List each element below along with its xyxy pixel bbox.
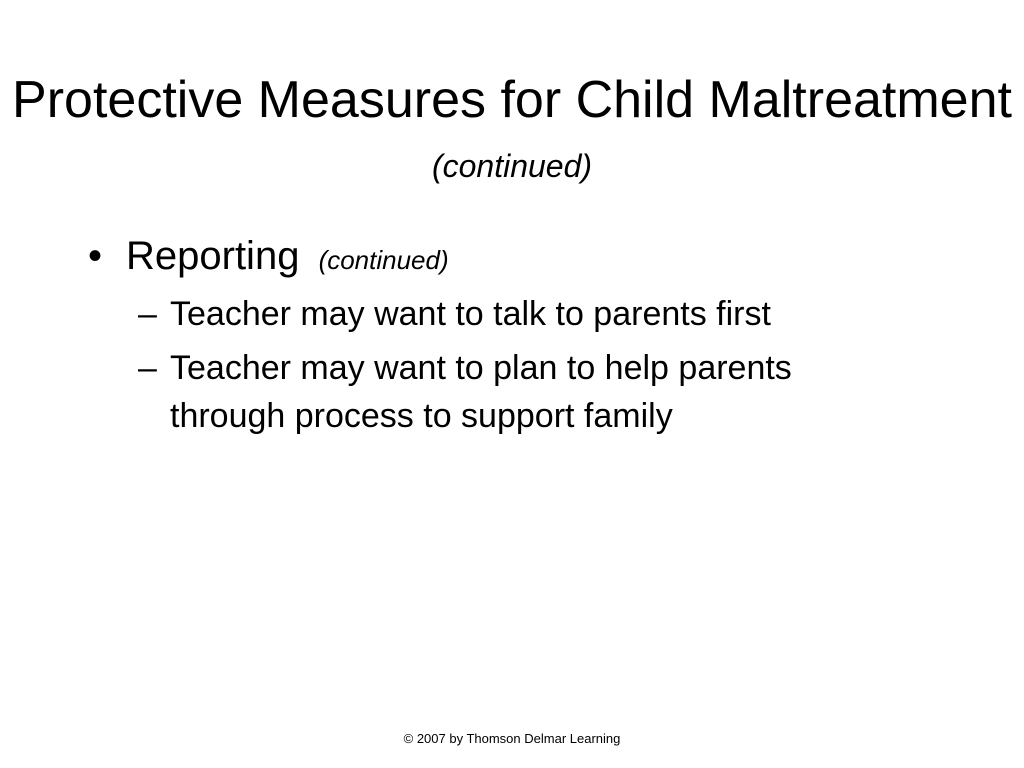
bullet-item-reporting — [88, 228, 948, 288]
sub-bullet-text: Teacher may want to talk to parents first — [170, 295, 771, 333]
sub-bullet-text: Teacher may want to plan to help parents through process to support family — [170, 349, 792, 435]
bullet-icon: • — [88, 234, 103, 278]
copyright-footer: © 2007 by Thomson Delmar Learning — [403, 731, 621, 746]
bullet-text: Reporting — [126, 234, 300, 278]
sub-bullet-list — [138, 290, 948, 440]
dash-icon: – — [138, 349, 157, 387]
slide-title — [0, 70, 1024, 196]
title-note: (continued) — [431, 148, 593, 184]
bullet-label — [126, 228, 449, 288]
slide-body — [88, 228, 948, 446]
sub-bullet-item — [138, 290, 948, 338]
sub-bullet-item — [138, 344, 948, 440]
bullet-note: (continued) — [318, 245, 449, 275]
dash-icon: – — [138, 295, 157, 333]
title-main: Protective Measures for Child Maltreatment — [12, 71, 1012, 129]
